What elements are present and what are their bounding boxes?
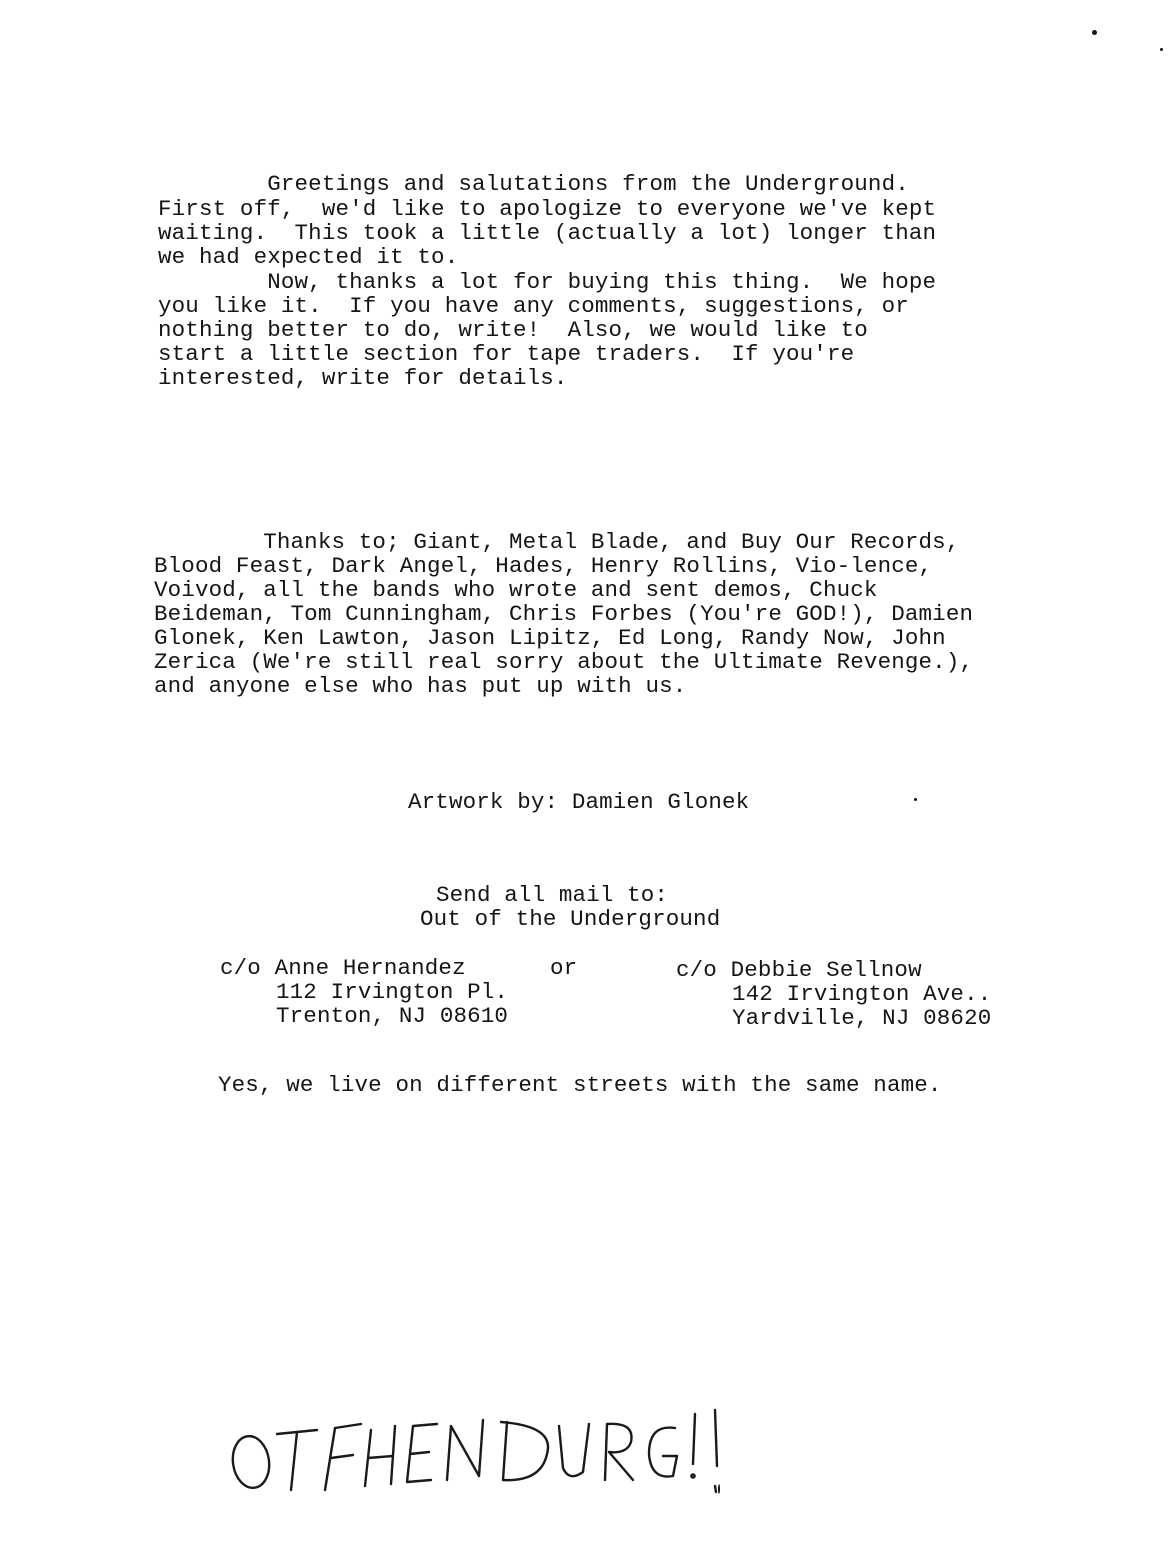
intro-line: start a little section for tape traders. If you're: [158, 341, 855, 367]
scan-speck: [1092, 30, 1097, 35]
zine-name: Out of the Underground: [420, 906, 721, 932]
intro-line: Now, thanks a lot for buying this thing. We hope: [158, 269, 937, 295]
thanks-line: Thanks to; Giant, Metal Blade, and Buy Our Records,: [154, 529, 960, 555]
intro-line: nothing better to do, write! Also, we would like to: [158, 317, 868, 343]
scan-speck: [1160, 48, 1163, 51]
intro-line: interested, write for details.: [158, 365, 568, 391]
send-mail-heading: Send all mail to:: [436, 882, 669, 908]
address-street: 112 Irvington Pl.: [276, 979, 509, 1005]
street-name-note: Yes, we live on different streets with the same name.: [218, 1072, 942, 1098]
thanks-line: Zerica (We're still real sorry about the Ultimate Revenge.),: [154, 649, 974, 675]
intro-line: we had expected it to.: [158, 244, 459, 270]
address-city: Trenton, NJ 08610: [276, 1003, 509, 1029]
thanks-line: Voivod, all the bands who wrote and sent demos, Chuck: [154, 577, 878, 603]
scan-speck: [718, 1484, 720, 1494]
intro-line: you like it. If you have any comments, suggestions, or: [158, 293, 909, 319]
scan-speck: [914, 798, 917, 801]
artwork-credit: Artwork by: Damien Glonek: [408, 789, 750, 815]
intro-line: Greetings and salutations from the Underground.: [158, 171, 909, 197]
handwritten-scrawl: [225, 1400, 745, 1510]
intro-line: waiting. This took a little (actually a lot) longer than: [158, 220, 937, 246]
or-separator: or: [550, 955, 578, 981]
address-name: c/o Debbie Sellnow: [676, 957, 922, 983]
address-name: c/o Anne Hernandez: [220, 955, 466, 981]
thanks-line: Glonek, Ken Lawton, Jason Lipitz, Ed Long, Randy Now, John: [154, 625, 946, 651]
thanks-line: Blood Feast, Dark Angel, Hades, Henry Rollins, Vio-lence,: [154, 553, 933, 579]
thanks-line: and anyone else who has put up with us.: [154, 673, 687, 699]
intro-line: First off, we'd like to apologize to everyone we've kept: [158, 196, 937, 222]
thanks-line: Beideman, Tom Cunningham, Chris Forbes (You're GOD!), Damien: [154, 601, 974, 627]
address-city: Yardville, NJ 08620: [732, 1005, 992, 1031]
address-street: 142 Irvington Ave..: [732, 981, 992, 1007]
